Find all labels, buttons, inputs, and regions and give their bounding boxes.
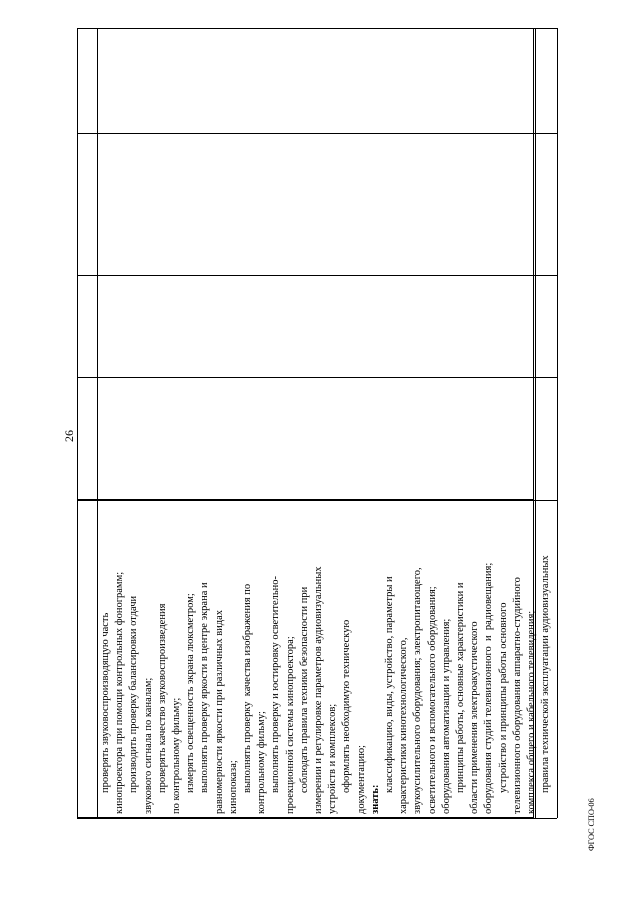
text-line: проверять звуковоспроизводящую часть <box>100 612 111 814</box>
text-line: кинопроектора при помощи контрольных фонограмм; <box>114 571 126 814</box>
text-line: телевизионного оборудования аппаратно-студийного <box>511 577 523 814</box>
text-line: документацию; <box>355 745 367 814</box>
page-number: 26 <box>62 430 76 442</box>
table-divider <box>97 28 98 818</box>
text-line: характеристики кинотехнологического, <box>398 637 410 814</box>
text-line: устройство и принципы работы основного <box>497 602 509 814</box>
text-line: выполнять проверку и юстировку осветительно- <box>270 575 282 814</box>
text-line: принципы работы, основные характеристики и <box>455 582 467 814</box>
text-line: кинопоказа; <box>227 760 239 814</box>
requirements-text-cell <box>98 499 552 817</box>
text-line: области применения электроакустического <box>469 621 481 814</box>
text-line: оборудования студий телевизионного и радиовещания; <box>483 562 495 814</box>
text-line: комплекса общего и кабельного телевидения; <box>526 610 538 814</box>
text-line: звукоусилительного оборудования; электропитающего, <box>412 567 424 814</box>
table-divider <box>77 275 557 276</box>
table-row <box>77 28 98 818</box>
table-divider <box>77 28 557 29</box>
table-divider <box>535 28 536 818</box>
document-footer: ФГОС СПО-06 <box>586 798 596 851</box>
table-cell <box>78 27 97 499</box>
table-divider <box>77 818 557 819</box>
text-line: правила технической эксплуатации аудиовизуальных <box>540 555 552 814</box>
text-line: выполнять проверку яркости в центре экрана и <box>199 582 211 814</box>
table-row <box>97 28 552 818</box>
text-line: измерении и регулировке параметров аудиовизуальных <box>313 566 325 814</box>
text-line: соблюдать правила техники безопасности при <box>298 586 310 814</box>
table-divider <box>77 377 557 378</box>
text-line: контрольному фильму; <box>256 711 268 814</box>
text-line: осветительного и вспомогательного оборудования; <box>426 586 438 814</box>
text-line: оборудования автоматизации и управления; <box>440 618 452 814</box>
text-line: знать: <box>369 784 381 814</box>
text-line: производить проверку балансировки отдачи <box>128 595 140 814</box>
text-line: измерять освещенность экрана люксметром; <box>185 593 197 814</box>
table-divider <box>77 500 557 501</box>
text-line: классификацию, виды, устройство, параметры и <box>384 576 396 814</box>
table-cell <box>78 499 97 817</box>
table-divider <box>557 28 558 818</box>
text-line: звукового сигнала по каналам; <box>142 677 154 814</box>
competency-table <box>77 28 558 818</box>
text-line: оформлять необходимую техническую <box>341 619 353 814</box>
text-line: по контрольному фильму; <box>171 697 183 814</box>
text-line: выполнять проверку качества изображения по <box>242 583 254 814</box>
text-line: проверять качество звуковоспроизведения <box>156 603 168 814</box>
text-line: равномерности яркости при различных видах <box>213 609 225 814</box>
text-line: устройств и комплексов; <box>327 703 339 814</box>
text-line: проекционной системы кинопроектора; <box>284 636 296 814</box>
requirements-text <box>99 503 554 814</box>
table-divider <box>77 133 557 134</box>
table-cell <box>98 27 533 499</box>
table-divider <box>77 28 78 818</box>
